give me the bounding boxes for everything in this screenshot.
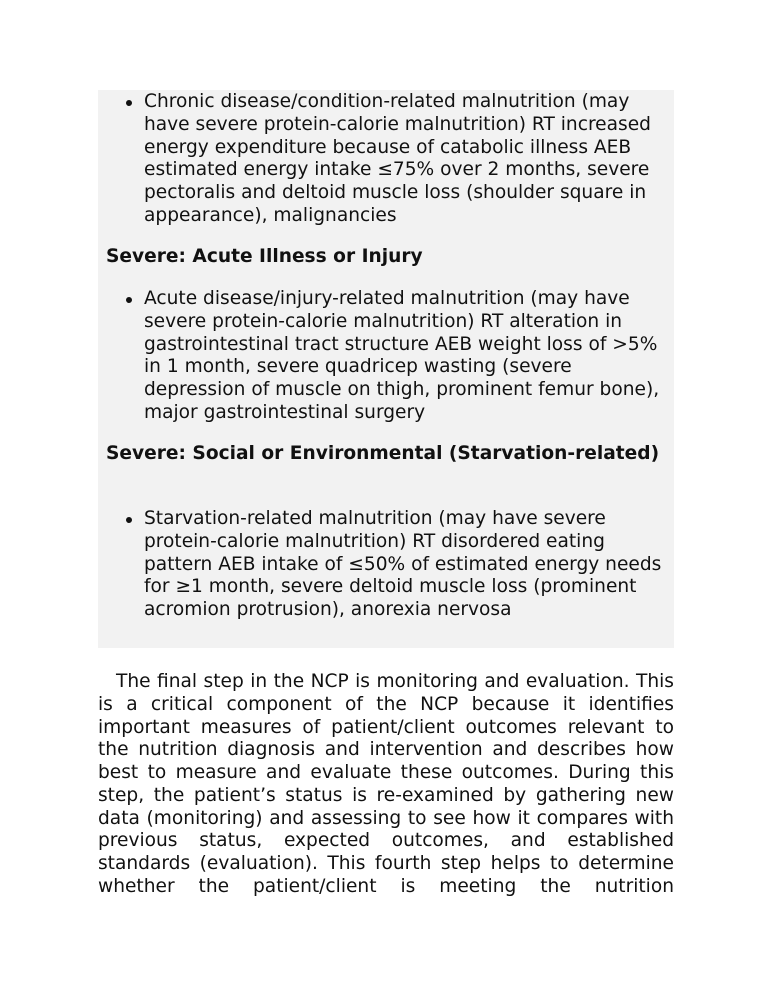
section-heading-acute: Severe: Acute Illness or Injury	[106, 246, 423, 267]
list-item-text: Acute disease/injury-related malnutrition (may have severe protein-calorie malnutrition) RT alteration in gastrointestinal tract structure AEB weight loss of >5% in 1 month, severe quadricep wasting (severe depression of muscle on thigh, prominent femur bone), major gastrointestinal surgery	[144, 288, 660, 423]
chronic-criteria-list	[106, 91, 666, 228]
list-item	[106, 288, 666, 425]
body-paragraph: The final step in the NCP is monitoring and evaluation. This is a critical component of the NCP because it identifies important measures of patient/client outcomes relevant to the nutrition diagnosis and intervention and describes how best to measure and evaluate these outcomes. During this step, the patient’s status is re-examined by gathering new data (monitoring) and assessing to see how it compares with previous status, expected outcomes, and established standards (evaluation). This fourth step helps to determine whether the patient/client is meeting the nutrition	[98, 671, 674, 897]
list-item-text: Chronic disease/condition-related malnutrition (may have severe protein-calorie malnutrition) RT increased energy expenditure because of catabolic illness AEB estimated energy intake ≤75% over 2 months, severe pectoralis and deltoid muscle loss (shoulder square in appearance), malignancies	[144, 91, 651, 226]
list-item	[106, 508, 666, 622]
section-heading-social: Severe: Social or Environmental (Starvation-related)	[106, 443, 660, 464]
bullet-dot-icon	[126, 297, 132, 303]
bullet-dot-icon	[126, 100, 132, 106]
acute-criteria-list	[106, 288, 666, 425]
bullet-dot-icon	[126, 517, 132, 523]
malnutrition-criteria-box	[98, 90, 674, 648]
list-item	[106, 91, 666, 228]
social-criteria-list	[106, 508, 666, 622]
list-item-text: Starvation-related malnutrition (may have severe protein-calorie malnutrition) RT disordered eating pattern AEB intake of ≤50% of estimated energy needs for ≥1 month, severe deltoid muscle loss (prominent acromion protrusion), anorexia nervosa	[144, 508, 662, 621]
